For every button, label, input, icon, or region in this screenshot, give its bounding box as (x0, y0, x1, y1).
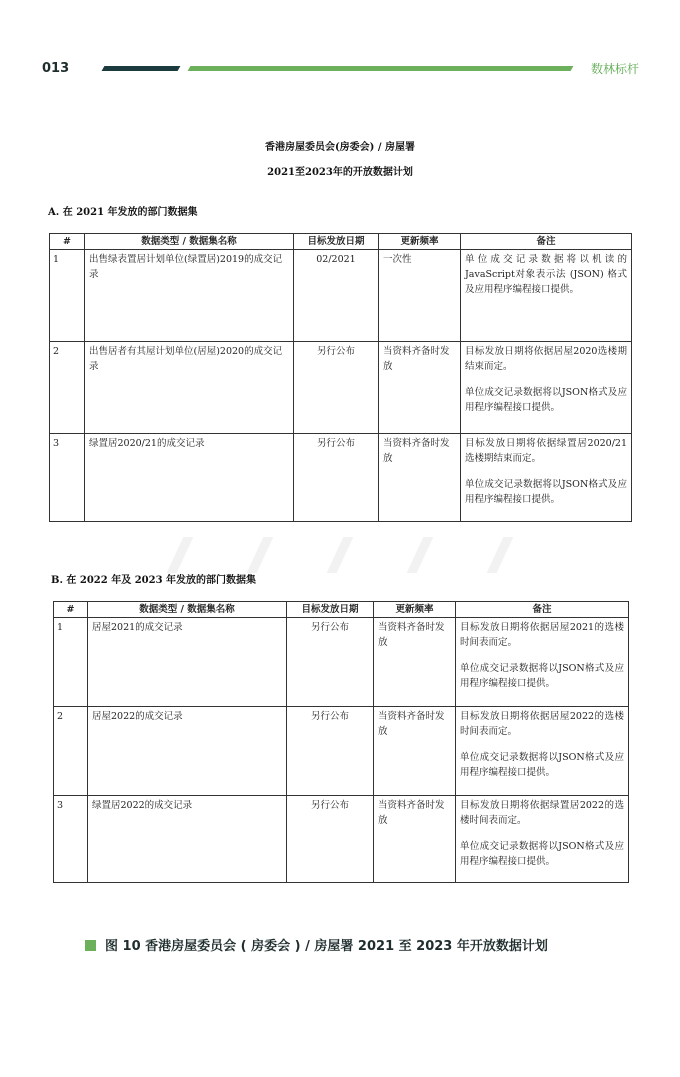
cell-date: 另行公布 (287, 707, 374, 796)
document-subtitle: 2021至2023年的开放数据计划 (267, 167, 413, 178)
cell-date: 另行公布 (294, 434, 379, 522)
cell-name: 绿置居2020/21的成交记录 (85, 434, 294, 522)
remark-text: 目标发放日期将依据居屋2022的选楼时间表而定。 (460, 711, 624, 737)
table-header-row (50, 234, 632, 250)
cell-name: 出售绿表置居计划单位(绿置居)2019的成交记录 (85, 250, 294, 342)
cell-freq: 当资料齐备时发放 (374, 618, 456, 707)
col-header-remarks: 备注 (456, 602, 629, 618)
table-header-row (54, 602, 629, 618)
cell-date: 另行公布 (294, 342, 379, 434)
caption-text: 图 10 香港房屋委员会 ( 房委会 ) / 房屋署 2021 至 2023 年开放数据计划 (105, 939, 548, 954)
table-section-b (53, 601, 629, 883)
cell-name: 出售居者有其屋计划单位(居屋)2020的成交记录 (85, 342, 294, 434)
cell-date: 02/2021 (294, 250, 379, 342)
cell-name: 居屋2021的成交记录 (88, 618, 287, 707)
section-a-heading: A. 在 2021 年发放的部门数据集 (48, 207, 198, 218)
remark-text: 单位成交记录数据将以JSON格式及应用程序编程接口提供。 (465, 387, 627, 413)
cell-freq: 当资料齐备时发放 (379, 342, 461, 434)
col-header-date: 目标发放日期 (287, 602, 374, 618)
cell-remarks (456, 618, 629, 707)
remark-text: 单位成交记录数据将以JSON格式及应用程序编程接口提供。 (460, 663, 624, 689)
cell-remarks (461, 434, 632, 522)
table-row (50, 342, 632, 434)
background-watermark (140, 535, 540, 575)
cell-remarks (456, 796, 629, 883)
section-b-heading: B. 在 2022 年及 2023 年发放的部门数据集 (51, 575, 257, 586)
figure-caption (85, 935, 548, 954)
cell-name: 居屋2022的成交记录 (88, 707, 287, 796)
cell-num: 1 (54, 618, 88, 707)
brand-label: 数林标杆 (591, 62, 640, 76)
caption-square-icon (85, 940, 96, 951)
cell-num: 3 (50, 434, 85, 522)
document-title: 香港房屋委员会(房委会) / 房屋署 (264, 142, 416, 153)
cell-num: 2 (54, 707, 88, 796)
remark-text: 目标发放日期将依据居屋2021的选楼时间表而定。 (460, 622, 624, 648)
col-header-name: 数据类型 / 数据集名称 (88, 602, 287, 618)
table-row (54, 707, 629, 796)
page-number: 013 (42, 61, 70, 76)
remark-text: 单位成交记录数据将以JSON格式及应用程序编程接口提供。 (465, 479, 627, 505)
remark-text: 单位成交记录数据将以机读的JavaScript对象表示法 (JSON) 格式及应用程序编程接口提供。 (465, 254, 627, 295)
cell-freq: 当资料齐备时发放 (374, 796, 456, 883)
cell-num: 1 (50, 250, 85, 342)
remark-text: 单位成交记录数据将以JSON格式及应用程序编程接口提供。 (460, 841, 624, 867)
col-header-freq: 更新频率 (379, 234, 461, 250)
cell-date: 另行公布 (287, 796, 374, 883)
cell-freq: 当资料齐备时发放 (374, 707, 456, 796)
remark-text: 目标发放日期将依据绿置居2020/21选楼期结束而定。 (465, 438, 627, 464)
col-header-freq: 更新频率 (374, 602, 456, 618)
cell-num: 2 (50, 342, 85, 434)
table-row (50, 434, 632, 522)
remark-text: 目标发放日期将依据居屋2020选楼期结束而定。 (465, 346, 627, 372)
table-row (54, 796, 629, 883)
cell-remarks (456, 707, 629, 796)
col-header-name: 数据类型 / 数据集名称 (85, 234, 294, 250)
header-bar-dark (102, 66, 181, 71)
cell-remarks (461, 250, 632, 342)
table-section-a (49, 233, 632, 522)
cell-num: 3 (54, 796, 88, 883)
col-header-date: 目标发放日期 (294, 234, 379, 250)
col-header-remarks: 备注 (461, 234, 632, 250)
cell-freq: 一次性 (379, 250, 461, 342)
table-row (50, 250, 632, 342)
cell-remarks (461, 342, 632, 434)
header-bar-green (188, 66, 574, 71)
cell-date: 另行公布 (287, 618, 374, 707)
col-header-num: # (54, 602, 88, 618)
table-row (54, 618, 629, 707)
cell-freq: 当资料齐备时发放 (379, 434, 461, 522)
col-header-num: # (50, 234, 85, 250)
remark-text: 单位成交记录数据将以JSON格式及应用程序编程接口提供。 (460, 752, 624, 778)
remark-text: 目标发放日期将依据绿置居2022的选楼时间表而定。 (460, 800, 624, 826)
cell-name: 绿置居2022的成交记录 (88, 796, 287, 883)
